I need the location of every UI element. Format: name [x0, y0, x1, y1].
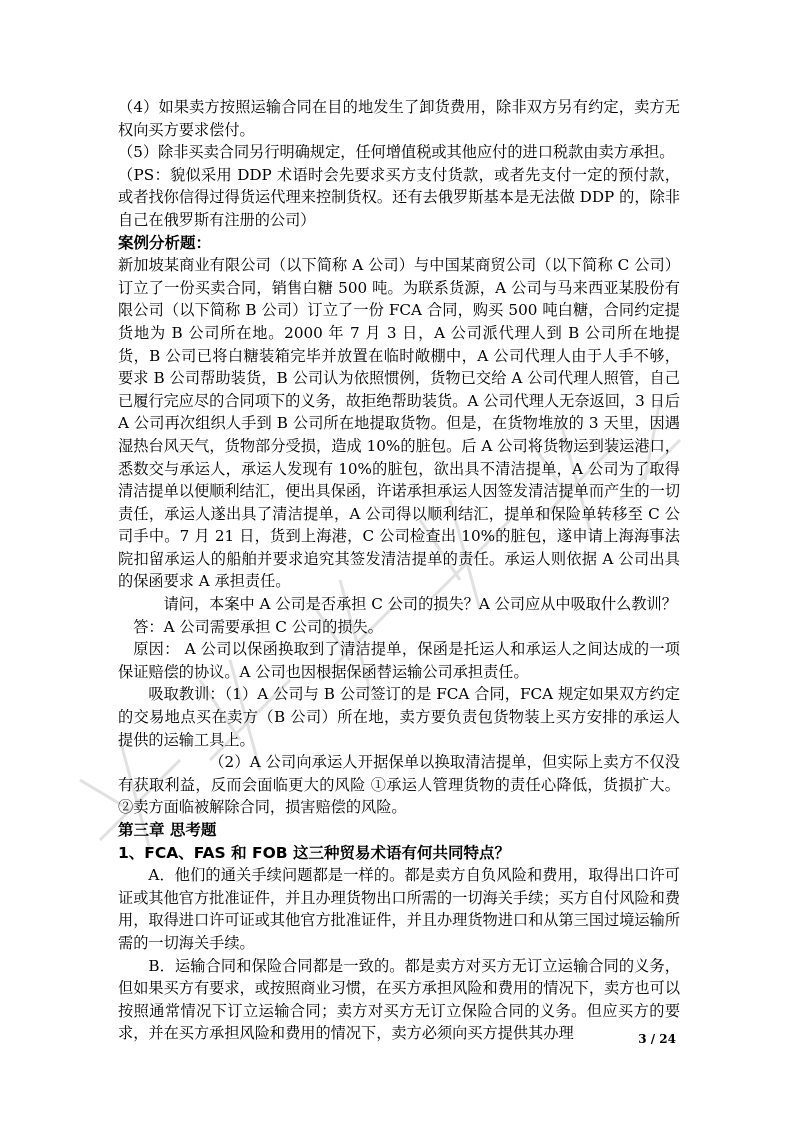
page-number: 3 / 24 [638, 1032, 676, 1046]
question-heading: 1、FCA、FAS 和 FOB 这三种贸易术语有何共同特点？ [118, 843, 510, 862]
paragraph: A．他们的通关手续问题都是一样的。都是卖方自负风险和费用，取得出口许可证或其他官方批准证件，并且办理货物出口所需的一切海关手续；买方自付风险和费用，取得进口许可证或其他官方批准证件，并且办理货物进口和从第三国过境运输所需的一切海关手续。 [118, 866, 680, 952]
paragraph: （5）除非买卖合同另行明确规定，任何增值税或其他应付的进口税款由卖方承担。 [118, 143, 675, 162]
paragraph: （PS：貌似采用 DDP 术语时会先要求买方支付货款，或者先支付一定的预付款，或者找你信得过得货运代理来控制货权。还有去俄罗斯基本是无法做 DDP 的，除非自己在俄罗斯有注册的公司） [118, 165, 680, 229]
chapter-heading: 第三章 思考题 [118, 821, 217, 839]
section-heading: 案例分析题： [118, 233, 212, 252]
lesson-paragraph: （2）A 公司向承运人开据保单以换取清洁提单，但实际上卖方不仅没有获取利益，反而会面临更大的风险 ①承运人管理货物的责任心降低，货损扩大。②卖方面临被解除合同，损害赔偿的风险。 [118, 753, 680, 817]
paragraph: 新加坡某商业有限公司（以下简称 A 公司）与中国某商贸公司（以下简称 C 公司）订立了一份买卖合同，销售白糖 500 吨。为联系货源，A 公司与马来西亚某股份有限公司（以下简称 B 公司）订立了一份 FCA 合同，购买 500 吨白糖，合同约定提货地为 B 公司所在地。2000 年 7 月 3 日，A 公司派代理人到 B 公司所在地提货，B 公司已将白糖装箱完毕并放置在临时敞棚中，A 公司代理人由于人手不够，要求 B 公司帮助装货，B 公司认为依照惯例，货物已交给 A 公司代理人照管，自己已履行完应尽的合同项下的义务，故拒绝帮助装货。A 公司代理人无奈返回，3 日后 A 公司再次组织人手到 B 公司所在地提取货物。但是，在货物堆放的 3 天里，因遇湿热台风天气，货物部分受损，造成 10%的脏包。后 A 公司将货物运到装运港口，悉数交与承运人，承运人发现有 10%的脏包，欲出具不清洁提单，A 公司为了取得清洁提单以便顺利结汇，便出具保函，许诺承担承运人因签发清洁提单而产生的一切责任，承运人遂出具了清洁提单，A 公司得以顺利结汇，提单和保险单转移至 C 公司手中。7 月 21 日，货到上海港，C 公司检查出 10%的脏包，遂申请上海海事法院扣留承运人的船舶并要求追究其签发清洁提单的责任。承运人则依据 A 公司出具的保函要求 A 承担责任。 [118, 256, 680, 591]
page-content [118, 96, 680, 1045]
answer-paragraph: 答：A 公司需要承担 C 公司的损失。 [133, 617, 383, 636]
question-paragraph: 请问，本案中 A 公司是否承担 C 公司的损失？A 公司应从中吸取什么教训？ [163, 595, 677, 614]
paragraph: B．运输合同和保险合同都是一致的。都是卖方对买方无订立运输合同的义务，但如果买方有要求，或按照商业习惯，在买方承担风险和费用的情况下，卖方也可以按照通常情况下订立运输合同；卖方对买方无订立保险合同的义务。但应买方的要求，并在买方承担风险和费用的情况下，卖方必须向买方提供其办理 [118, 956, 680, 1043]
reason-paragraph: 原因： A 公司以保函换取到了清洁提单，保函是托运人和承运人之间达成的一项保证赔偿的协议。A 公司也因根据保函替运输公司承担责任。 [118, 640, 680, 681]
paragraph: （4）如果卖方按照运输合同在目的地发生了卸货费用，除非双方另有约定，卖方无权向买方要求偿付。 [118, 98, 680, 139]
lesson-paragraph: 吸取教训：（1）A 公司与 B 公司签订的是 FCA 合同，FCA 规定如果双方约定的交易地点买在卖方（B 公司）所在地，卖方要负责包货物装上买方安排的承运人提供的运输工具上。 [118, 685, 680, 749]
